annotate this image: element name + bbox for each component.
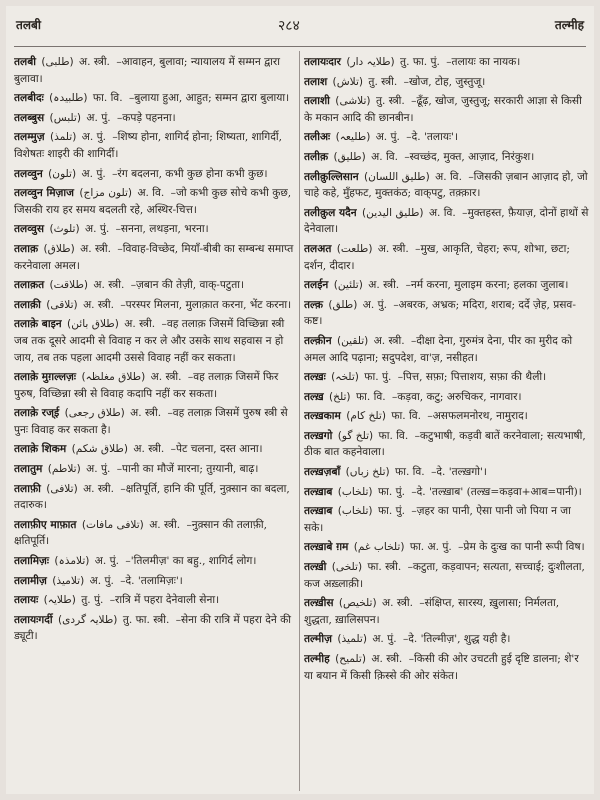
definition: –किसी की ओर उचटती हुई दृष्टि डालना; शे'र या बयान में किसी क़िस्से की ओर संकेत। — [304, 653, 579, 682]
urdu-script: (طلبی) — [41, 56, 74, 68]
dictionary-entry — [14, 166, 299, 183]
headword: तल्ख़ाब — [304, 505, 333, 518]
dictionary-entry — [14, 369, 299, 402]
definition: –दे. 'तल्ख़ाब' (तल्ख़=कड़वा+आब=पानी)। — [411, 485, 582, 498]
grammar-label: अ. स्त्री. — [371, 653, 403, 665]
dictionary-entry — [14, 110, 299, 127]
headword: तल्ख़ाबे ग़म — [304, 541, 349, 554]
urdu-script: (طلایہ گردی) — [57, 613, 118, 626]
definition: –'तिलमीज़' का बहु., शागिर्द लोग। — [125, 555, 257, 568]
headword: तल्क़ीन — [304, 334, 332, 347]
definition: –सेना की रात्रि में पहरा देने की ड्यूटी। — [14, 613, 291, 643]
urdu-script: (تلخاب) — [337, 485, 373, 498]
headword: तलायःदार — [304, 56, 341, 68]
headword: तलीक़ुल्लिसान — [304, 170, 359, 183]
dictionary-entry — [14, 297, 299, 314]
headword: तलीक़ुल यदैन — [304, 206, 357, 219]
dictionary-entry — [304, 369, 589, 386]
grammar-label: फा. स्त्री. — [367, 561, 402, 574]
definition: –असफलमनोरथ, नामुराद। — [427, 410, 528, 423]
urdu-script: (تلخیص) — [338, 597, 377, 610]
column-divider — [299, 51, 300, 791]
dictionary-entry — [304, 277, 589, 294]
grammar-label: अ. वि. — [371, 150, 398, 163]
headword: तलअत — [304, 242, 332, 255]
grammar-label: फा. वि. — [92, 92, 123, 105]
dictionary-entry — [304, 169, 589, 202]
grammar-label: तु. पुं. — [81, 594, 104, 607]
definition: –अबरक, अभ्रक; मदिरा, शराब; दर्दे ज़ेह, प्रसव-कष्ट। — [304, 298, 576, 328]
grammar-label: अ. पुं. — [81, 167, 106, 180]
headword: तलाश — [304, 75, 328, 88]
dictionary-entry — [304, 484, 589, 501]
headword: तल्ख़ः — [304, 371, 326, 384]
dictionary-entry — [14, 185, 299, 218]
grammar-label: अ. पुं. — [81, 131, 106, 144]
dictionary-entry — [14, 221, 299, 238]
dictionary-entry — [14, 129, 299, 162]
definition: –नर्म करना, मुलाइम करना; हलका जुलाब। — [405, 279, 569, 292]
urdu-script: (تلون مزاج) — [79, 187, 133, 200]
grammar-label: अ. पुं. — [362, 298, 387, 311]
urdu-script: (تلئین) — [333, 279, 363, 292]
header-left-guide-word: तलबी — [16, 18, 41, 32]
definition: –ज़बान की तेज़ी, वाक्‌-पटुता। — [130, 279, 245, 292]
grammar-label: अ. स्त्री. — [130, 407, 162, 420]
urdu-script: (تلاش) — [332, 75, 364, 88]
dictionary-entry — [14, 441, 299, 458]
header-rule — [14, 46, 586, 47]
headword: तलईन — [304, 279, 329, 292]
headword: तलाशी — [304, 95, 330, 108]
definition: –वह तलाक़ जिसमें विच्छिन्ना स्त्री जब तक दूसरे आदमी से विवाह न कर ले और उसके साथ सहवास न हो जाय, तब तक पहला आदमी उससे विवाह नहीं कर सकता। — [14, 318, 285, 364]
grammar-label: फा. पुं. — [377, 485, 405, 498]
grammar-label: अ. स्त्री. — [373, 334, 405, 347]
right-column — [304, 54, 589, 789]
definition: –परस्पर मिलना, मुलाक़ात करना, भेंट करना। — [120, 298, 292, 311]
urdu-script: (تلمذ) — [49, 131, 77, 144]
grammar-label: अ. स्त्री. — [368, 279, 400, 292]
definition: –कड़वा, कटु; अरुचिकर, नागवार। — [391, 390, 522, 403]
definition: –पानी का मौजें मारना; तुग़्यानी, बाढ़। — [116, 463, 259, 476]
urdu-script: (طلیق اللسان) — [363, 170, 430, 183]
headword: तल्ख़ीस — [304, 597, 334, 610]
grammar-label: अ. स्त्री. — [150, 371, 182, 384]
urdu-script: (طلاق رجعی) — [64, 407, 125, 420]
definition: –खोज, टोह, जुस्तुजू। — [403, 75, 486, 88]
urdu-script: (طلعت) — [336, 242, 373, 255]
urdu-script: (تلامذہ) — [54, 555, 90, 568]
dictionary-entry — [304, 205, 589, 238]
grammar-label: फा. अ. पुं. — [409, 541, 452, 554]
definition: –स्वच्छंद, मुक्त, आज़ाद, निरंकुश। — [404, 150, 535, 163]
urdu-script: (تلوث) — [49, 223, 80, 236]
headword: तल्ख़ज़बाँ — [304, 466, 341, 479]
headword: तलबी — [14, 56, 37, 68]
grammar-label: अ. पुं. — [85, 223, 110, 236]
definition: –दे. 'तलायः'। — [406, 131, 459, 144]
headword: तलामीज़ — [14, 574, 47, 587]
dictionary-entry — [304, 129, 589, 146]
dictionary-entry — [14, 277, 299, 294]
headword: तलव्वुन — [14, 167, 43, 180]
dictionary-entry — [304, 241, 589, 274]
urdu-script: (تلخ) — [328, 390, 351, 403]
definition: –शिष्य होना, शागिर्द होना; शिष्यता, शागिर्दी, विशेषतः शाइरी की शागिर्दी। — [14, 131, 282, 160]
urdu-script: (طلبیدہ) — [49, 92, 88, 105]
grammar-label: तु. स्त्री. — [375, 95, 405, 108]
headword: तलाक़ — [14, 242, 39, 255]
headword: तलाक़े रज्ई — [14, 407, 60, 420]
grammar-label: अ. पुं. — [86, 463, 111, 476]
grammar-label: अ. स्त्री. — [79, 56, 110, 68]
definition: –जिसकी ज़बान आज़ाद हो, जो चाहे कहे, मुँहफट, मुक्तकंठ; वाक्‌पटु, तक़्क़ार। — [304, 170, 588, 200]
urdu-script: (طلیق) — [333, 150, 366, 163]
headword: तल्ख़काम — [304, 410, 341, 423]
urdu-script: (تلافی) — [46, 482, 78, 495]
dictionary-entry — [304, 408, 589, 425]
headword: तल्ख़ी — [304, 561, 327, 574]
grammar-label: तु. फा. स्त्री. — [122, 613, 170, 626]
urdu-script: (تلخہ) — [331, 371, 359, 384]
definition: –प्रेम के दुःख का पानी रूपी विष। — [458, 541, 585, 554]
grammar-label: अ. पुं. — [372, 633, 397, 646]
definition: –रंग बदलना, कभी कुछ होना कभी कुछ। — [112, 167, 268, 180]
headword: तलीअः — [304, 131, 331, 144]
definition: –बुलाया हुआ, आहुत; सम्मन द्वारा बुलाया। — [128, 92, 290, 105]
dictionary-entry — [14, 90, 299, 107]
dictionary-entry — [304, 74, 589, 91]
definition: –विवाह-विच्छेद, मियाँ-बीबी का सम्बन्ध समाप्त करनेवाला अमल। — [14, 242, 294, 272]
definition: –मुक्तहस्त, फ़ैयाज़, दोनों हाथों से देनेवाला। — [304, 206, 589, 236]
dictionary-page — [6, 6, 594, 794]
grammar-label: अ. वि. — [428, 206, 456, 219]
urdu-script: (طلاق مغلظہ) — [81, 371, 146, 384]
dictionary-entry — [304, 149, 589, 166]
urdu-script: (تلاشی) — [335, 95, 371, 108]
headword: तलाफ़ी — [14, 482, 41, 495]
dictionary-entry — [304, 595, 589, 628]
definition: –दे. 'तलामिज़ः'। — [120, 574, 183, 587]
definition: –कटुता, कड़वापन; सत्यता, सच्चाई; दुःशीलता, कज अख़्लाक़ी। — [304, 561, 585, 590]
definition: –पेट चलना, दस्त आना। — [170, 443, 263, 456]
urdu-script: (طلاق) — [43, 242, 75, 255]
grammar-label: फा. वि. — [391, 410, 422, 423]
urdu-script: (تلبس) — [49, 111, 81, 124]
urdu-script: (تلاطم) — [47, 463, 81, 476]
headword: तलायः — [14, 594, 39, 607]
headword: तल्ख़गो — [304, 429, 333, 442]
headword: तलामिज़ः — [14, 555, 50, 568]
definition: –तलायः का नायक। — [446, 56, 521, 68]
dictionary-entry — [14, 316, 299, 366]
definition: –दीक्षा देना, गुरुमंत्र देना, पीर का मुरीद को अमल आदि पढ़ाना; सदुपदेश, वा'ज़, नसीहत। — [304, 334, 573, 364]
dictionary-entry — [14, 573, 299, 590]
urdu-script: (تلخی) — [331, 561, 363, 574]
dictionary-entry — [304, 54, 589, 71]
dictionary-entry — [304, 93, 589, 126]
dictionary-entry — [14, 461, 299, 478]
definition: –जो कभी कुछ सोचे कभी कुछ, जिसकी राय हर समय बदलती रहे, अस्थिर-चित्त। — [14, 187, 292, 216]
headword: तलबीदः — [14, 92, 44, 105]
dictionary-entry — [14, 592, 299, 609]
definition: –रात्रि में पहरा देनेवाली सेना। — [109, 594, 220, 607]
definition: –वह तलाक़ जिसमें फिर पुरुष, विच्छिन्ना स्त्री से विवाह कदापि नहीं कर सकता। — [14, 371, 279, 400]
urdu-script: (طلیعہ) — [335, 131, 371, 144]
grammar-label: अ. वि. — [137, 187, 165, 200]
definition: –क्षतिपूर्ति, हानि की पूर्ति, नुक़्सान का बदला, तदारुक। — [14, 482, 290, 512]
grammar-label: तु. स्त्री. — [368, 75, 398, 88]
dictionary-entry — [14, 54, 299, 87]
definition: –संक्षिप्त, सारस्य, ख़ुलासा; निर्मलता, शुद्धता, ख़ालिसपन। — [304, 597, 560, 626]
dictionary-entry — [14, 241, 299, 274]
dictionary-entry — [304, 464, 589, 481]
headword: तलाक़े बाइन — [14, 318, 62, 331]
headword: तलीक़ — [304, 150, 329, 163]
dictionary-entry — [304, 559, 589, 592]
grammar-label: फा. वि. — [395, 466, 425, 479]
definition: –ज़हर का पानी, ऐसा पानी जो पिया न जा सके। — [304, 505, 571, 534]
left-column — [14, 54, 299, 789]
grammar-label: अ. स्त्री. — [83, 482, 115, 495]
urdu-script: (طلیق الیدین) — [362, 206, 424, 219]
grammar-label: फा. वि. — [355, 390, 386, 403]
grammar-label: अ. स्त्री. — [133, 443, 165, 456]
dictionary-entry — [304, 428, 589, 461]
headword: तल्ख़ — [304, 390, 324, 403]
headword: तलाक़े शिकम — [14, 443, 67, 456]
headword: तल्क़ — [304, 298, 323, 311]
grammar-label: अ. स्त्री. — [377, 242, 409, 255]
dictionary-entry — [304, 297, 589, 330]
urdu-script: (طلایہ) — [43, 594, 76, 607]
grammar-label: अ. स्त्री. — [382, 597, 413, 610]
headword: तलब्बुस — [14, 111, 45, 124]
urdu-script: (تلخاب غم) — [353, 541, 405, 554]
urdu-script: (تلخ زباں) — [345, 466, 390, 479]
dictionary-entry — [304, 389, 589, 406]
dictionary-entry — [14, 612, 299, 645]
dictionary-entry — [304, 333, 589, 366]
dictionary-entry — [304, 651, 589, 684]
urdu-script: (تلخ کام) — [346, 410, 386, 423]
grammar-label: अ. पुं. — [86, 111, 111, 124]
headword: तलव्वुन मिज़ाज — [14, 187, 75, 200]
grammar-label: अ. स्त्री. — [83, 298, 114, 311]
urdu-script: (تلون) — [48, 167, 77, 180]
header-right-guide-word: तल्मीह — [554, 18, 584, 32]
urdu-script: (تلامیذ) — [52, 574, 85, 587]
dictionary-entry — [304, 503, 589, 536]
urdu-script: (طلاق شکم) — [71, 443, 128, 456]
urdu-script: (طلاق بائن) — [67, 318, 119, 331]
headword: तल्मीह — [304, 653, 330, 665]
definition: –ढूँढ़, खोज, जुस्तुजू; सरकारी आज्ञा से किसी के मकान आदि की छानबीन। — [304, 95, 582, 124]
grammar-label: अ. पुं. — [375, 131, 400, 144]
grammar-label: अ. वि. — [435, 170, 462, 183]
grammar-label: फा. पुं. — [364, 371, 392, 384]
grammar-label: अ. पुं. — [89, 574, 114, 587]
definition: –दे. 'तल्ख़गो'। — [431, 466, 487, 479]
headword: तलायःगर्दी — [14, 613, 53, 626]
urdu-script: (طلایہ دار) — [346, 56, 395, 68]
headword: तल्मीज़ — [304, 633, 332, 646]
grammar-label: फा. पुं. — [377, 505, 405, 518]
headword: तलाक़े मुग़ल्लज़ः — [14, 371, 77, 384]
definition: –पित्त, सफ़ा; पित्ताशय, सफ़ा की थैली। — [397, 371, 547, 384]
headword: तल्ख़ाब — [304, 485, 333, 498]
page-header — [6, 6, 594, 46]
definition: –वह तलाक़ जिसमें पुरुष स्त्री से पुनः विवाह कर सकता है। — [14, 407, 288, 436]
headword: तलाक़ी — [14, 298, 41, 311]
definition: –आवाहन, बुलावा; न्यायालय में सम्मन द्वारा बुलावा। — [14, 56, 280, 85]
dictionary-entry — [14, 481, 299, 514]
headword: तलातुम — [14, 463, 43, 476]
urdu-script: (تلاقی) — [46, 298, 78, 311]
urdu-script: (تلقین) — [336, 334, 369, 347]
dictionary-entry — [304, 631, 589, 648]
urdu-script: (تلافی مافات) — [81, 518, 144, 531]
urdu-script: (تلمیح) — [335, 653, 367, 665]
dictionary-entry — [14, 553, 299, 570]
headword: तलव्वुस — [14, 223, 45, 236]
urdu-script: (تلمیذ) — [337, 633, 367, 646]
grammar-label: अ. स्त्री. — [80, 242, 112, 255]
grammar-label: अ. स्त्री. — [93, 279, 125, 292]
urdu-script: (طلاقت) — [49, 279, 89, 292]
dictionary-entry — [14, 517, 299, 550]
definition: –दे. 'तिल्मीज़', शुद्ध यही है। — [402, 633, 511, 646]
headword: तलाक़त — [14, 279, 45, 292]
headword: तलाफ़ीए माफ़ात — [14, 518, 77, 531]
page-number: २८४ — [278, 18, 300, 34]
grammar-label: अ. पुं. — [94, 555, 120, 568]
grammar-label: अ. स्त्री. — [124, 318, 156, 331]
definition: –नुक़्सान की तलाफ़ी, क्षतिपूर्ति। — [14, 518, 268, 548]
urdu-script: (طلق) — [328, 298, 358, 311]
grammar-label: तु. फा. पुं. — [400, 56, 440, 68]
urdu-script: (تلخ گو) — [337, 429, 374, 442]
definition: –कटुभाषी, कड़वी बातें करनेवाला; सत्यभाषी, ठीक बात कहनेवाला। — [304, 429, 586, 459]
definition: –मुख, आकृति, चेहरा; रूप, शोभा, छटा; दर्शन, दीदार। — [304, 242, 570, 272]
grammar-label: फा. वि. — [378, 429, 409, 442]
headword: तलम्मुज़ — [14, 131, 45, 144]
urdu-script: (تلخاب) — [337, 505, 373, 518]
grammar-label: अ. स्त्री. — [149, 518, 181, 531]
definition: –सनना, लथड़ना, भरना। — [115, 223, 209, 236]
definition: –कपड़े पहनना। — [116, 111, 176, 124]
dictionary-entry — [14, 405, 299, 438]
dictionary-entry — [304, 539, 589, 556]
